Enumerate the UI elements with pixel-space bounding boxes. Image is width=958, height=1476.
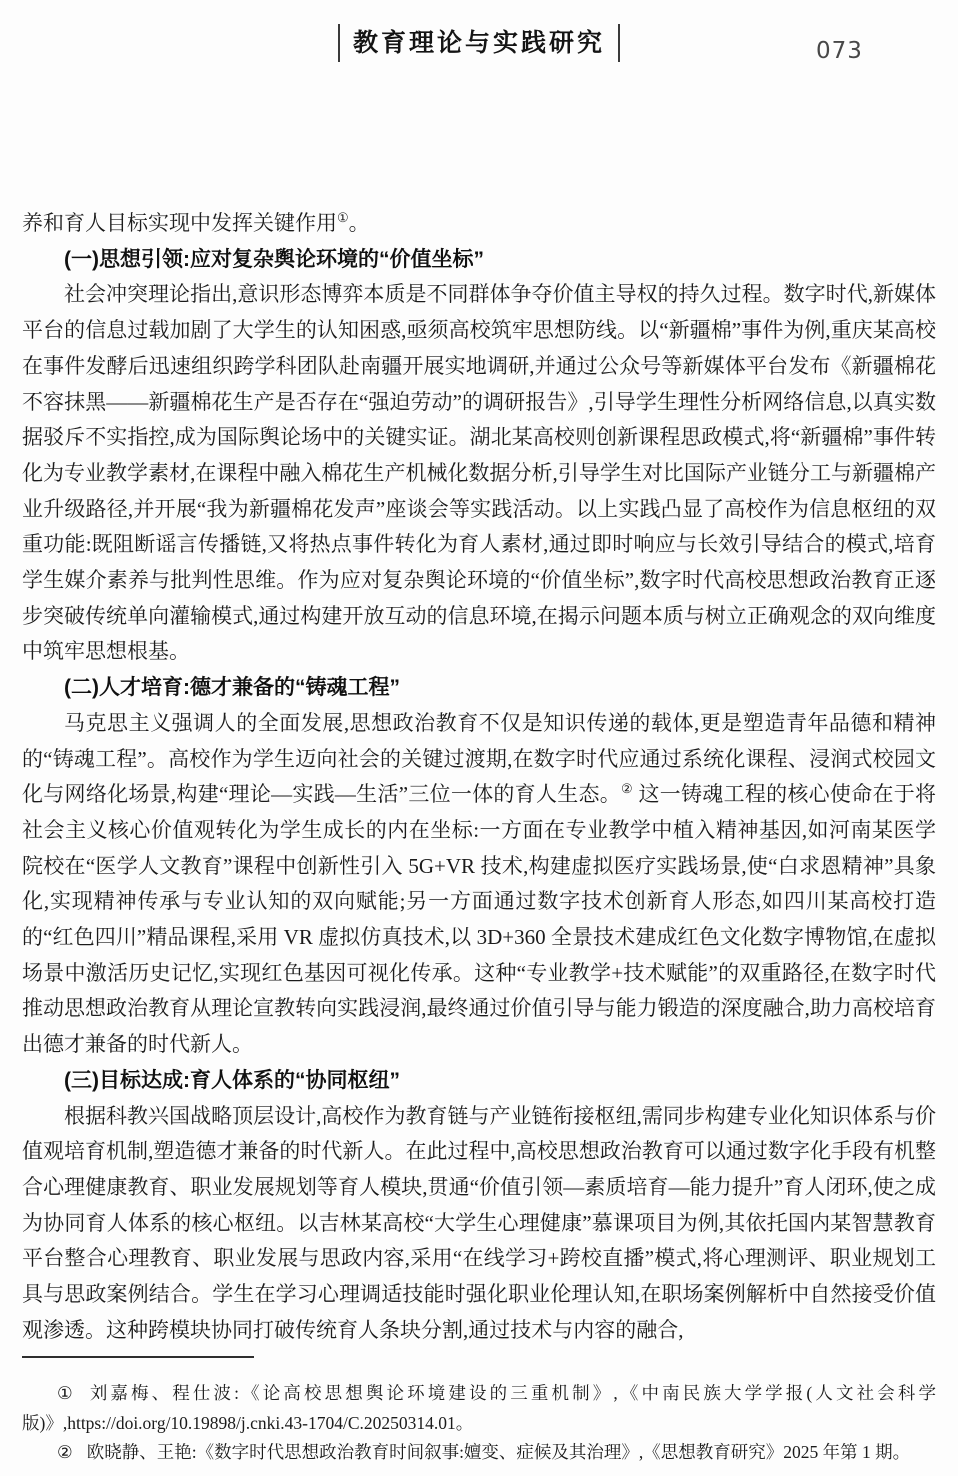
page-number: 073	[816, 38, 863, 64]
footnote-area	[22, 1356, 936, 1468]
continuation-tail: 。	[348, 211, 370, 235]
footnote-ref-2: ②	[621, 781, 633, 797]
footnote-2-text: 欧晓静、王艳:《数字时代思想政治教育时间叙事:嬗变、症候及其治理》,《思想教育研究》2025 年第 1 期。	[86, 1442, 911, 1462]
footnote-1	[22, 1379, 936, 1438]
section-heading-1: (一)思想引领:应对复杂舆论环境的“价值坐标”	[64, 247, 484, 271]
section-paragraph-1: 社会冲突理论指出,意识形态博弈本质是不同群体争夺价值主导权的持久过程。数字时代,新媒体平台的信息过载加剧了大学生的认知困惑,亟须高校筑牢思想防线。以“新疆棉”事件为例,重庆某高校在事件发酵后迅速组织跨学科团队赴南疆开展实地调研,并通过公众号等新媒体平台发布《新疆棉花不容抹黑——新疆棉花生产是否存在“强迫劳动”的调研报告》,引导学生理性分析网络信息,以真实数据驳斥不实指控,成为国际舆论场中的关键实证。湖北某高校则创新课程思政模式,将“新疆棉”事件转化为专业教学素材,在课程中融入棉花生产机械化数据分析,引导学生对比国际产业链分工与新疆棉产业升级路径,并开展“我为新疆棉花发声”座谈会等实践活动。以上实践凸显了高校作为信息枢纽的双重功能:既阻断谣言传播链,又将热点事件转化为育人素材,通过即时响应与长效引导结合的模式,培育学生媒介素养与批判性思维。作为应对复杂舆论环境的“价值坐标”,数字时代高校思想政治教育正逐步突破传统单向灌输模式,通过构建开放互动的信息环境,在揭示问题本质与树立正确观念的双向维度中筑牢思想根基。	[22, 282, 936, 664]
journal-section-title: 教育理论与实践研究	[338, 24, 620, 62]
article-body	[22, 206, 936, 1349]
footnote-list	[22, 1358, 936, 1468]
section-heading-3: (三)目标达成:育人体系的“协同枢纽”	[64, 1068, 400, 1092]
footnote-2-marker: ②	[57, 1442, 73, 1462]
footnote-1-text: 刘嘉梅、程仕波:《论高校思想舆论环境建设的三重机制》,《中南民族大学学报(人文社会科学版)》,https://doi.org/10.19898/j.cnki.43-1704/C.20250314.01。	[22, 1383, 936, 1433]
footnote-1-marker: ①	[57, 1383, 76, 1403]
section-paragraph-2	[22, 706, 936, 1063]
section-heading-2: (二)人才培育:德才兼备的“铸魂工程”	[64, 676, 400, 700]
footnote-2	[22, 1438, 936, 1468]
page-header	[0, 24, 958, 62]
section-2-text-after-ref: 这一铸魂工程的核心使命在于将社会主义核心价值观转化为学生成长的内在坐标:一方面在专业教学中植入精神基因,如河南某医学院校在“医学人文教育”课程中创新性引入 5G+VR 技术,构建虚拟医疗实践场景,使“白求恩精神”具象化,实现精神传承与专业认知的双向赋能;另一方面通过数字技术创新育人形态,如四川某高校打造的“红色四川”精品课程,采用 VR 虚拟仿真技术,以 3D+360 全景技术建成红色文化数字博物馆,在虚拟场景中激活历史记忆,实现红色基因可视化传承。这种“专业教学+技术赋能”的双重路径,在数字时代推动思想政治教育从理论宣教转向实践浸润,最终通过价值引导与能力锻造的深度融合,助力高校培育出德才兼备的时代新人。	[22, 782, 937, 1057]
footnote-ref-1: ①	[337, 210, 349, 225]
paragraph-continuation	[22, 206, 936, 242]
section-2-text-before-ref: 马克思主义强调人的全面发展,思想政治教育不仅是知识传递的载体,更是塑造青年品德和精神的“铸魂工程”。高校作为学生迈向社会的关键过渡期,在数字时代应通过系统化课程、浸润式校园文化与网络化场景,构建“理论—实践—生活”三位一体的育人生态。	[22, 710, 936, 807]
continuation-text: 养和育人目标实现中发挥关键作用	[22, 211, 337, 235]
section-paragraph-3: 根据科教兴国战略顶层设计,高校作为教育链与产业链衔接枢纽,需同步构建专业化知识体系与价值观培育机制,塑造德才兼备的时代新人。在此过程中,高校思想政治教育可以通过数字化手段有机整合心理健康教育、职业发展规划等育人模块,贯通“价值引领—素质培育—能力提升”育人闭环,使之成为协同育人体系的核心枢纽。以吉林某高校“大学生心理健康”慕课项目为例,其依托国内某智慧教育平台整合心理教育、职业发展与思政内容,采用“在线学习+跨校直播”模式,将心理测评、职业规划工具与思政案例结合。学生在学习心理调适技能时强化职业伦理认知,在职场案例解析中自然接受价值观渗透。这种跨模块协同打破传统育人条块分割,通过技术与内容的融合,	[22, 1103, 936, 1342]
